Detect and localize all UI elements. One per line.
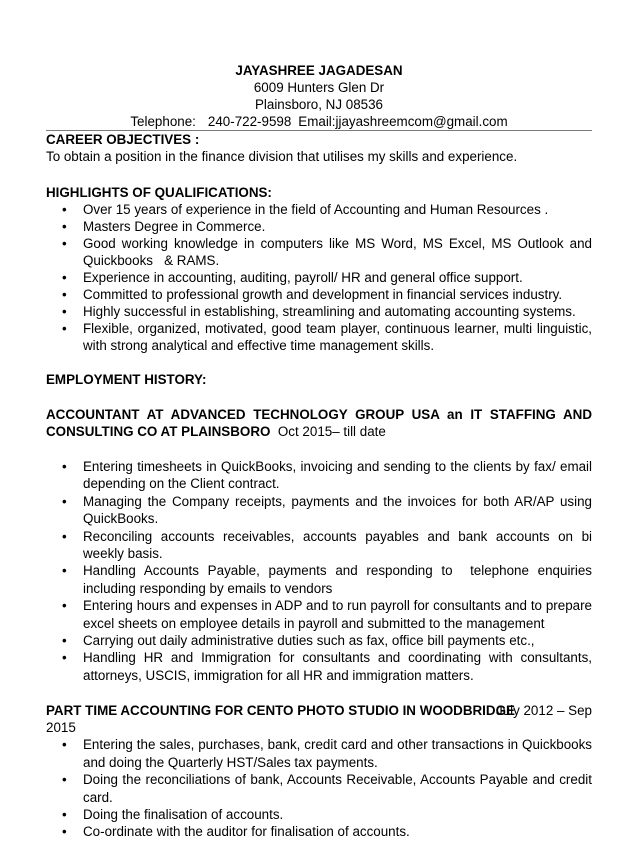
list-item: • Reconciling accounts receivables, accounts payables and bank accounts on bi weekly basis.: [62, 528, 592, 562]
list-item: • Good working knowledge in computers like MS Word, MS Excel, MS Outlook and Quickbooks & RAMS.: [62, 236, 596, 268]
employment-section: [46, 371, 596, 841]
bullet-icon: •: [62, 563, 67, 579]
bullet-icon: •: [62, 287, 67, 302]
bullet-icon: •: [62, 304, 67, 319]
bullet-icon: •: [62, 806, 67, 822]
email-address: jjayashreemcom@gmail.com: [335, 114, 508, 129]
list-item: • Entering the sales, purchases, bank, credit card and other transactions in Quickbooks and doing the Quarterly HST/Sales tax payments.: [62, 737, 592, 770]
bullet-icon: •: [62, 737, 67, 753]
resume-page: [46, 0, 596, 841]
list-item: • Managing the Company receipts, payments and the invoices for both AR/AP using QuickBooks.: [62, 493, 592, 527]
bullet-icon: •: [62, 493, 67, 509]
bullet-icon: •: [62, 633, 67, 649]
list-item: • Doing the finalisation of accounts.: [62, 806, 284, 822]
list-item: • Carrying out daily administrative duties such as fax, office bill payments etc.,: [62, 633, 535, 649]
bullet-icon: •: [62, 236, 67, 251]
telephone-number: 240-722-9598: [207, 114, 292, 129]
list-item: • Handling HR and Immigration for consultants and coordinating with consultants, attorneys, USCIS, immigration for all HR and immigration matters.: [62, 650, 592, 683]
highlights-section: [46, 184, 596, 354]
contact-line: [46, 113, 592, 131]
list-item: • Handling Accounts Payable, payments and responding to telephone enquiries including responding by emails to vendors: [62, 563, 596, 596]
bullet-icon: •: [62, 650, 67, 666]
employment-heading: EMPLOYMENT HISTORY:: [46, 372, 207, 387]
bullet-icon: •: [62, 321, 67, 336]
job-duties-list: [46, 736, 592, 840]
job-dates-continued: 2015: [46, 720, 76, 736]
address-line-2: Plainsboro, NJ 08536: [254, 97, 384, 112]
address-line-1: 6009 Hunters Glen Dr: [253, 80, 385, 95]
career-objectives-text: To obtain a position in the finance division that utilises my skills and experience.: [46, 149, 518, 164]
resume-header: [46, 62, 592, 131]
bullet-icon: •: [62, 598, 67, 614]
list-item: • Committed to professional growth and development in financial services industry.: [62, 287, 563, 302]
bullet-icon: •: [62, 824, 67, 840]
job-dates: July 2012 – Sep: [495, 703, 592, 719]
career-objectives-section: [46, 131, 592, 165]
list-item: • Doing the reconciliations of bank, Accounts Receivable, Accounts Payable and credit card.: [62, 772, 592, 805]
job-title-part-time: PART TIME ACCOUNTING FOR CENTO PHOTO STUDIO IN WOODBRIDGE July 2012 – Sep: [46, 703, 592, 719]
highlights-list: [46, 201, 596, 354]
bullet-icon: •: [62, 772, 67, 788]
telephone-label: Telephone:: [130, 114, 196, 129]
list-item: • Over 15 years of experience in the field of Accounting and Human Resources .: [62, 202, 549, 217]
bullet-icon: •: [62, 459, 67, 474]
list-item: • Entering hours and expenses in ADP and to run payroll for consultants and to prepare excel sheets on employee details in payroll and submitted to the management: [62, 598, 592, 631]
bullet-icon: •: [62, 219, 67, 234]
list-item: • Entering timesheets in QuickBooks, invoicing and sending to the clients by fax/ email depending on the Client contract.: [62, 459, 592, 492]
bullet-icon: •: [62, 202, 67, 217]
list-item: • Highly successful in establishing, streamlining and automating accounting systems.: [62, 304, 576, 319]
list-item: • Masters Degree in Commerce.: [62, 219, 266, 234]
bullet-icon: •: [62, 270, 67, 285]
career-objectives-heading: CAREER OBJECTIVES :: [46, 132, 200, 147]
job-title-accountant: ACCOUNTANT AT ADVANCED TECHNOLOGY GROUP USA an IT STAFFING AND CONSULTING CO AT PLAINSBORO Oct 2015– till date: [46, 407, 592, 439]
email-label: Email:: [298, 114, 336, 129]
job-duties-list: [46, 458, 596, 684]
bullet-icon: •: [62, 528, 67, 544]
list-item: • Experience in accounting, auditing, payroll/ HR and general office support.: [62, 270, 523, 285]
highlights-heading: HIGHLIGHTS OF QUALIFICATIONS:: [46, 185, 272, 200]
list-item: • Flexible, organized, motivated, good team player, continuous learner, multi linguistic, with strong analytical and effective time management skills.: [62, 321, 592, 353]
job-dates: Oct 2015– till date: [277, 424, 386, 439]
candidate-name: JAYASHREE JAGADESAN: [235, 63, 403, 78]
list-item: • Co-ordinate with the auditor for finalisation of accounts.: [62, 824, 410, 840]
